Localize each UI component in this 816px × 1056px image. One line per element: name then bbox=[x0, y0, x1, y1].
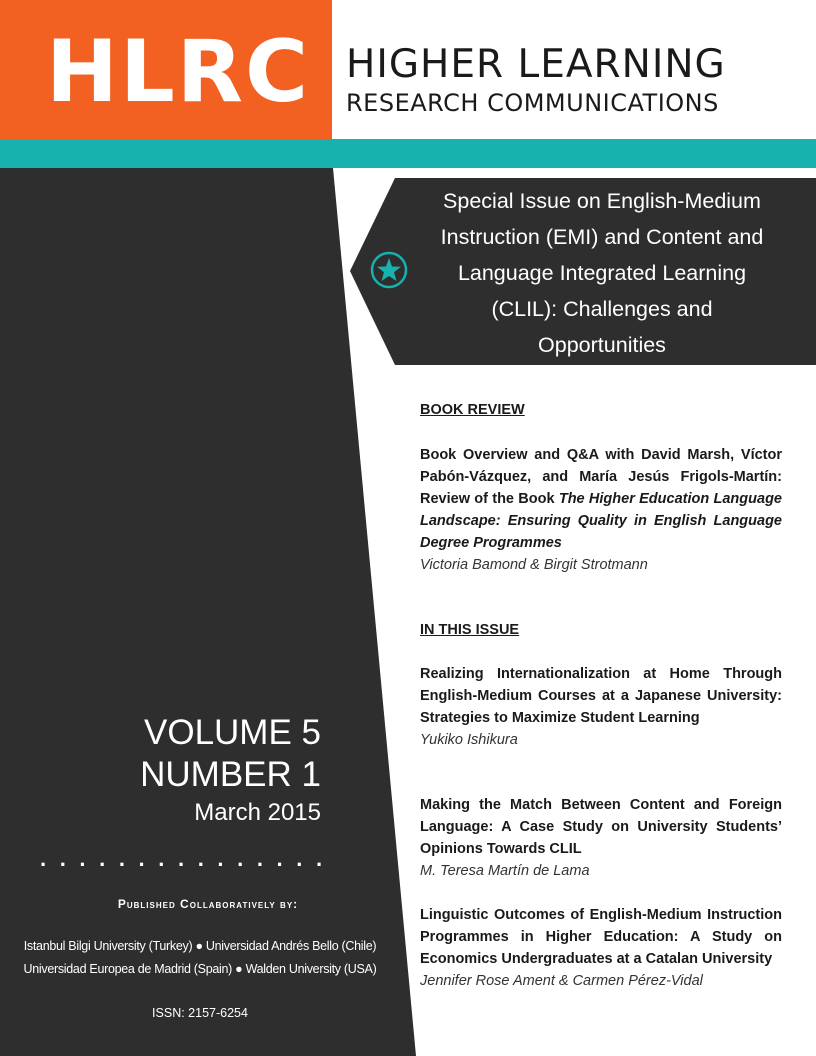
issn-number: ISSN: 2157-6254 bbox=[152, 1006, 248, 1020]
published-by-heading: Published Collaboratively by: bbox=[117, 897, 299, 911]
book-review-title bbox=[420, 444, 782, 554]
article-title: Linguistic Outcomes of English-Medium Instruction Programmes in Higher Education: A Study on Economics Undergraduates at a Catalan University bbox=[420, 907, 782, 967]
article-authors: Yukiko Ishikura bbox=[420, 732, 518, 748]
volume-label: VOLUME 5 bbox=[144, 713, 321, 752]
journal-name-line2: RESEARCH COMMUNICATIONS bbox=[346, 89, 719, 117]
journal-name-line1: HIGHER LEARNING bbox=[346, 42, 726, 87]
book-review-heading: BOOK REVIEW bbox=[420, 402, 525, 418]
star-icon bbox=[369, 250, 409, 290]
special-issue-title-line: Instruction (EMI) and Content and bbox=[440, 225, 764, 249]
partner-universities-line: Universidad Europea de Madrid (Spain) ● Walden University (USA) bbox=[23, 962, 377, 976]
article-title: Realizing Internationalization at Home Through English-Medium Courses at a Japanese University: Strategies to Maximize Student Learning bbox=[420, 666, 782, 726]
book-review-entry bbox=[420, 444, 782, 576]
article-authors: M. Teresa Martín de Lama bbox=[420, 863, 590, 879]
article-title: Making the Match Between Content and Foreign Language: A Case Study on University Students’ Opinions Towards CLIL bbox=[420, 797, 782, 857]
special-issue-title bbox=[412, 183, 792, 363]
special-issue-title-line: Language Integrated Learning bbox=[457, 261, 747, 285]
special-issue-title-line: (CLIL): Challenges and bbox=[491, 297, 713, 321]
number-label: NUMBER 1 bbox=[140, 755, 321, 794]
article-authors: Jennifer Rose Ament & Carmen Pérez-Vidal bbox=[420, 973, 703, 989]
dotted-divider: ............... bbox=[40, 846, 336, 871]
issue-date: March 2015 bbox=[194, 799, 321, 826]
book-review-title-italic: The Higher Education Language Landscape: Ensuring Quality in English Language Degree Programmes bbox=[420, 491, 782, 551]
article-entry bbox=[420, 904, 782, 992]
in-this-issue-heading: IN THIS ISSUE bbox=[420, 622, 520, 638]
book-review-title-plain: Book Overview and Q&A with David Marsh, Víctor Pabón-Vázquez, and María Jesús Frigols-Martín: Review of the Book bbox=[420, 447, 782, 507]
special-issue-title-line: Special Issue on English-Medium bbox=[443, 189, 761, 213]
journal-logo: HLRC bbox=[46, 22, 311, 122]
book-review-authors: Victoria Bamond & Birgit Strotmann bbox=[420, 557, 648, 573]
teal-divider-band bbox=[0, 139, 816, 168]
article-entry bbox=[420, 794, 782, 882]
partner-universities-line: Istanbul Bilgi University (Turkey) ● Universidad Andrés Bello (Chile) bbox=[23, 939, 377, 953]
article-entry bbox=[420, 663, 782, 751]
issue-info bbox=[140, 712, 321, 828]
special-issue-title-line: Opportunities bbox=[538, 333, 666, 357]
